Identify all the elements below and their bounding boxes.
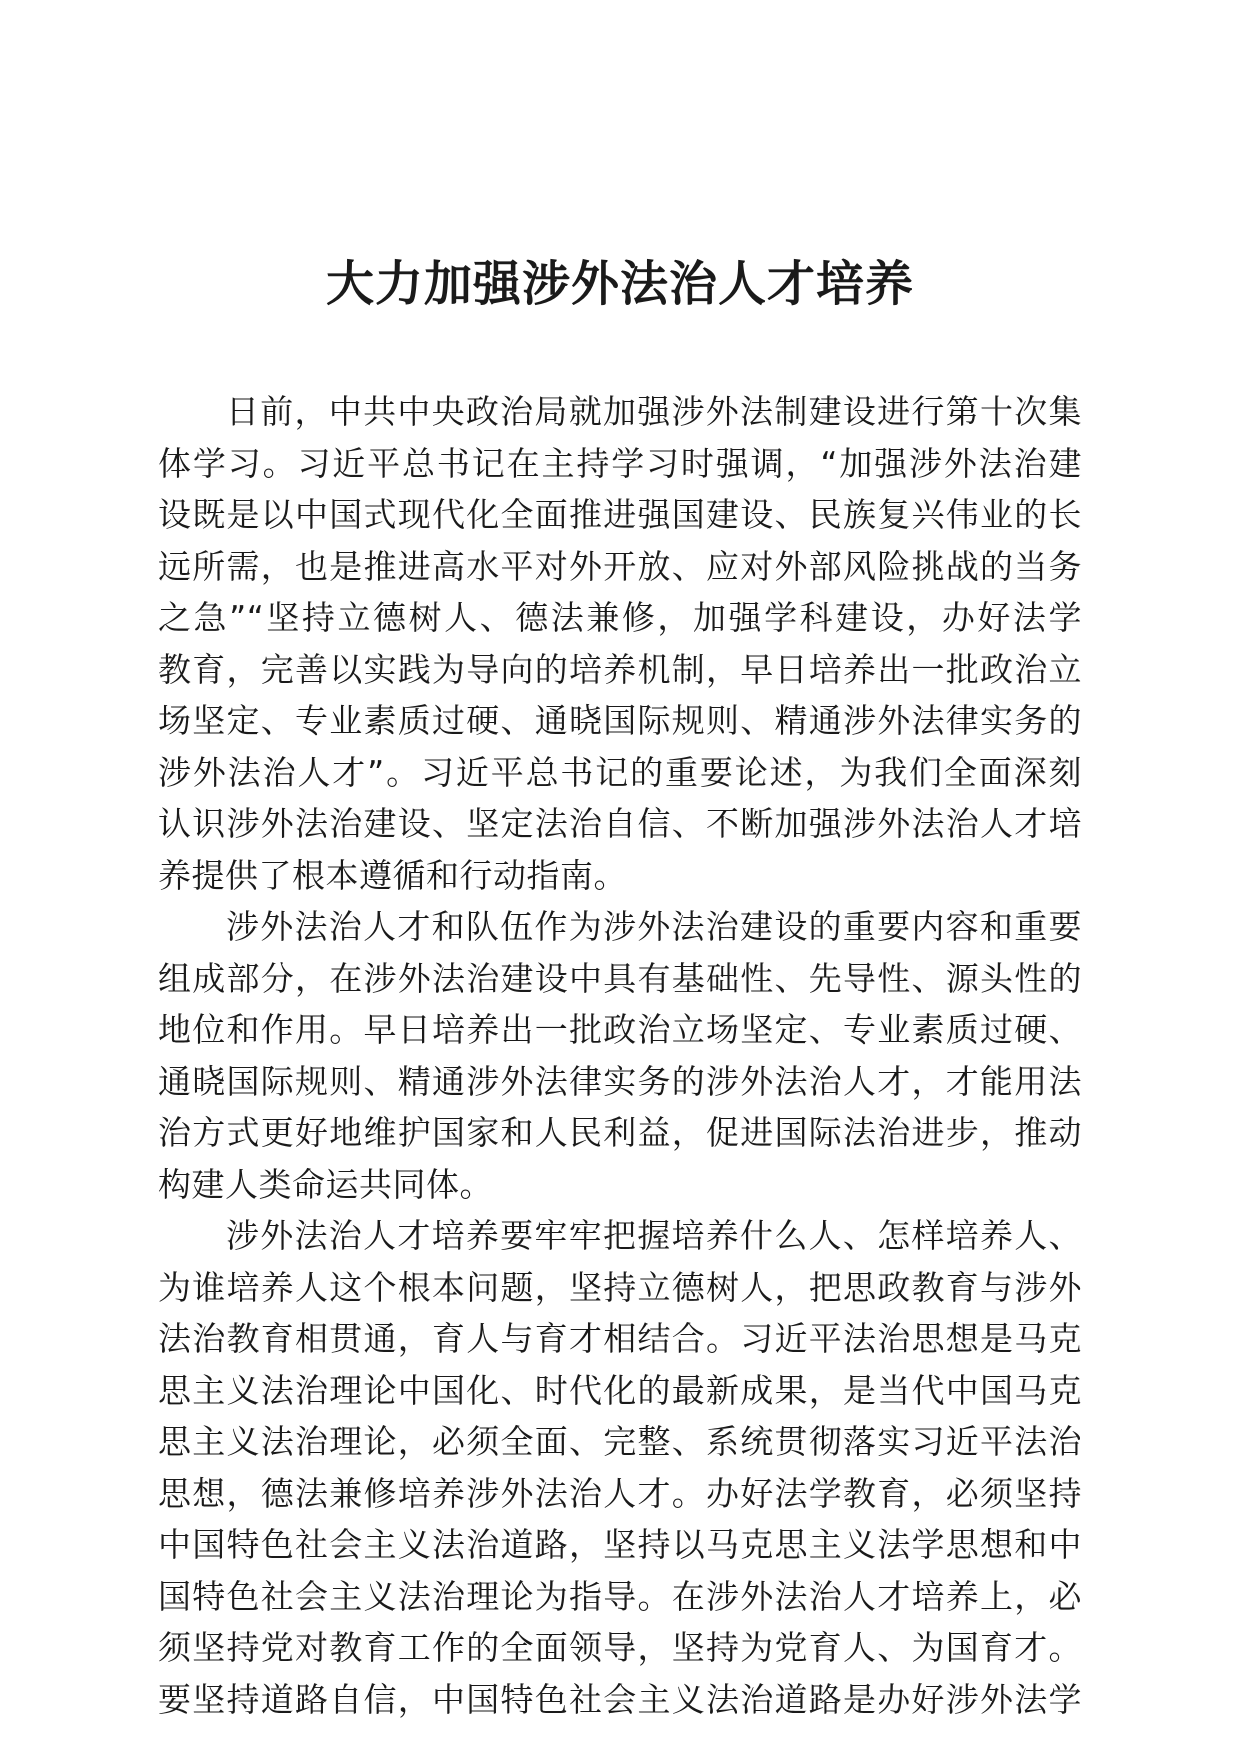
text-line: 思想，德法兼修培养涉外法治人才。办好法学教育，必须坚持	[158, 1473, 1082, 1513]
text-line: 组成部分，在涉外法治建设中具有基础性、先导性、源头性的	[158, 958, 1082, 998]
text-line: 养提供了根本遵循和行动指南。	[158, 855, 627, 895]
text-line: 通晓国际规则、精通涉外法律实务的涉外法治人才，才能用法	[158, 1061, 1082, 1101]
text-line: 场坚定、专业素质过硬、通晓国际规则、精通涉外法律实务的	[158, 701, 1082, 740]
text-line: 为谁培养人这个根本问题，坚持立德树人，把思政教育与涉外	[158, 1267, 1082, 1307]
text-line: 中国特色社会主义法治道路，坚持以马克思主义法学思想和中	[158, 1525, 1082, 1564]
text-line: 涉外法治人才”。习近平总书记的重要论述，为我们全面深刻	[158, 752, 1082, 792]
text-line: 远所需，也是推进高水平对外开放、应对外部风险挑战的当务	[158, 546, 1082, 586]
text-line: 构建人类命运共同体。	[158, 1164, 493, 1204]
text-line: 设既是以中国式现代化全面推进强国建设、民族复兴伟业的长	[158, 495, 1082, 534]
text-line: 治方式更好地维护国家和人民利益，促进国际法治进步，推动	[158, 1113, 1082, 1152]
paragraph-2	[158, 901, 1082, 1210]
text-line: 要坚持道路自信，中国特色社会主义法治道路是办好涉外法学	[158, 1679, 1082, 1719]
paragraph-1	[158, 386, 1082, 901]
text-line: 思主义法治理论，必须全面、完整、系统贯彻落实习近平法治	[158, 1422, 1082, 1461]
document-title: 大力加强涉外法治人才培养	[325, 256, 914, 312]
text-line: 之急”“坚持立德树人、德法兼修，加强学科建设，办好法学	[158, 598, 1082, 637]
text-line: 日前，中共中央政治局就加强涉外法制建设进行第十次集	[226, 392, 1082, 431]
text-line: 国特色社会主义法治理论为指导。在涉外法治人才培养上，必	[158, 1576, 1082, 1616]
text-line: 涉外法治人才和队伍作为涉外法治建设的重要内容和重要	[226, 907, 1082, 946]
text-line: 地位和作用。早日培养出一批政治立场坚定、专业素质过硬、	[158, 1010, 1082, 1049]
text-line: 须坚持党对教育工作的全面领导，坚持为党育人、为国育才。	[158, 1628, 1082, 1667]
text-line: 涉外法治人才培养要牢牢把握培养什么人、怎样培养人、	[226, 1216, 1082, 1255]
text-line: 教育，完善以实践为导向的培养机制，早日培养出一批政治立	[158, 649, 1082, 689]
document-body	[158, 386, 1082, 1725]
paragraph-3	[158, 1210, 1082, 1725]
text-line: 法治教育相贯通，育人与育才相结合。习近平法治思想是马克	[158, 1319, 1082, 1358]
text-line: 思主义法治理论中国化、时代化的最新成果，是当代中国马克	[158, 1370, 1082, 1410]
text-line: 体学习。习近平总书记在主持学习时强调，“加强涉外法治建	[158, 443, 1082, 483]
text-line: 认识涉外法治建设、坚定法治自信、不断加强涉外法治人才培	[158, 804, 1082, 843]
